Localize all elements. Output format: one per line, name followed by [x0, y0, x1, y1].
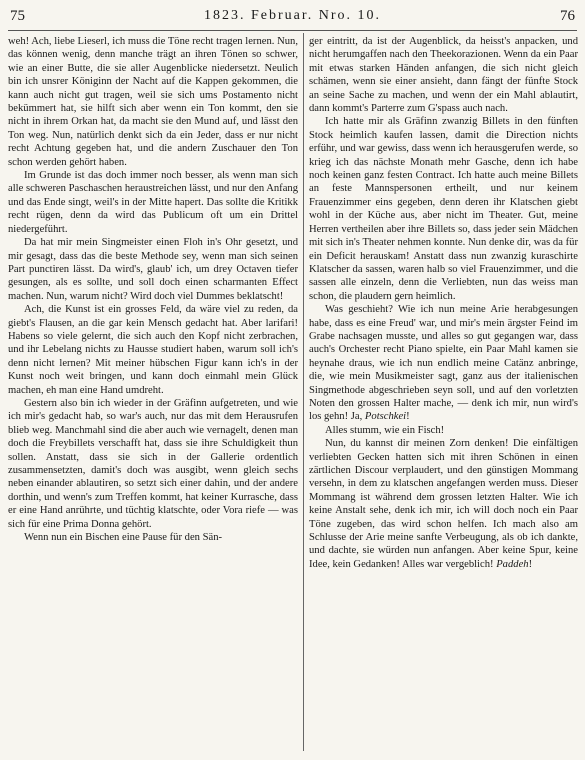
paragraph: Im Grunde ist das doch immer noch besser, als wenn man sich alle schweren Paschaschen heraustreichen lässt, und nur den Anfang und das Ende singt, weil's in der Mitte hapert. Das sollte die Kritikk recht rügen, denn da wird das Publicum oft um ein Drittel niedergeführt. — [8, 170, 298, 235]
paragraph: Ach, die Kunst ist ein grosses Feld, da wäre viel zu reden, da giebt's Flausen, an die gar kein Mensch gedacht hat. Aber larifari! Habens so viele gelernt, die sich auch den Kopf nicht zerbrachen, und ihr Lebelang nichts zu Hausse studiert haben, warum soll ich's denn nicht lernen? Mit meiner hübschen Figur kann ich's in der Kunst noch weit bringen, und kann doch einmahl mein Glück machen, eh man eine Hand umdreht. — [8, 304, 298, 396]
page-header — [8, 6, 577, 28]
page-number-left: 75 — [10, 8, 25, 24]
paragraph-text: Nun, du kannst dir meinen Zorn denken! Die einfältigen verliebten Gecken hatten sich mit ihren Schönen in einen zärtlichen Discour verplaudert, und den günstigen Mommang versehn, in dem zu klatschen angefangen werden muss. Dieser Mommang ist während dem grossen letzten Halter. Wie ich keine Anstalt sehe, denk ich mir, ich will doch noch ein Paar Töne zugeben, das wird schon helfen. Ich mach also am Schlusse der Arie meine sanfte Verbeugung, als ob ich dankte, und dachte, sie würden nun anfangen. Aber keine Spur, keine Idee, kein Gedanken! Alles war vergeblich! — [309, 438, 578, 570]
punctuation: ! — [406, 411, 410, 423]
paragraph — [309, 437, 578, 571]
italic-word: Paddeh — [496, 558, 529, 570]
paragraph: ger eintritt, da ist der Augenblick, da heisst's anpacken, und nicht herumgaffen nach den Theekorazionen. Wenn da ein Paar mit etwas starken Händen anfangen, die sich nicht gleich schämen, wenn sie einer ansieht, dann fängt der fünfte Stock an seine Sache zu machen, und wenn der ein Mahl ablautirt, dann kommt's Parterre zum G'spass auch nach. — [309, 36, 578, 115]
header-rule — [8, 30, 577, 31]
left-column — [8, 35, 298, 754]
paragraph: Alles stumm, wie ein Fisch! — [325, 424, 445, 436]
paragraph: weh! Ach, liebe Lieserl, ich muss die Töne recht tragen lernen. Nun, das können wenig, denn manche trägt an ihren Tönen so schwer, wie an einer Butte, die sie aller Augenblicke niedersetzt. Neulich bin ich unsrer Königinn der Nacht auf die Kappen gekommen, die kann auch nicht gut tragen, weil sie sich ums Postamento nicht bekümmert hat, sie hilft sich aber wenn ein Ton kommt, den sie nicht in ihrem Orkan hat, da macht sie den Mund auf, und lässt den Ton weg. Nun, natürlich denkt sich da ein Jeder, dass er nur nicht recht Achtung gegeben hat, und die andern Zuschauer den Ton schon werden gehört haben. — [8, 36, 298, 168]
right-column — [309, 35, 578, 754]
punctuation: ! — [528, 558, 533, 570]
paragraph: Ich hatte mir als Gräfinn zwanzig Billets in den fünften Stock heimlich kaufen lassen, damit die Direction nichts erführ, und war gewiss, dass wenn ich herausgerufen werde, so krieg ich das nächste Monath mehr Gasche, denn ich habe noch keinen ganz festen Contract. Ich hatte auch meine Billets an feste Mannspersonen ertheilt, und nur keinem Frauenzimmer eins gegeben, denn deren ihr Klatschen giebt wohl in der Küche aus, aber nicht im Theater. Gut, meine Herren vertheilen aber ihre Billets so, dass jeder sein Mädchen mit sich in's Theater nehmen konnte. Nun denke dir, was da für ein Deficit herauskam! Anstatt dass nun zwanzig kuraschirte Klatscher da sassen, waren halb so viel Frauenzimmer, und die sassen alle einzeln, denn die Verliebten, nun das weiss man schon, die plaudern gern heimlich. — [309, 116, 578, 302]
italic-word: Potschkei — [364, 411, 407, 423]
column-divider — [303, 33, 304, 751]
page-number-right: 76 — [560, 8, 575, 24]
paragraph: Da hat mir mein Singmeister einen Floh in's Ohr gesetzt, und mir gesagt, dass das die beste Methode sey, wenn man sich seinen Part punctiren lässt. Da wird's, glaub' ich, um drey Octaven tiefer gesungen, als es sollte, und soll doch einen scharmanten Effect machen. Nun, warum nicht? Wird doch viel Dummes beklatscht! — [8, 237, 298, 302]
paragraph: Gestern also bin ich wieder in der Gräfinn aufgetreten, und wie ich mir's gedacht hab, so war's auch, nur das mit dem Herausrufen blieb weg. Manchmahl sind die aber auch wie vernagelt, denen man doch die Freybillets verschafft hat, dass sie ihre Schuldigkeit thun sollen. Anstatt, dass sie sich in der Gallerie ordentlich zusammensetzten, damit's doch was ausgibt, wenn gleich sechs neben einander ablautiren, so setzt sich einer dahin, und der andere dorthin, und wenn's zum Treffen kommt, hat keiner Kurrasche, dass er eine Hand anrührte, und tüchtig klatschte, oder Vora riefe — was sich für eine Prima Donna gehört. — [8, 397, 298, 530]
paragraph: Wenn nun ein Bischen eine Pause für den Sän- — [24, 532, 223, 544]
paragraph — [309, 303, 578, 424]
paragraph-text: Was geschieht? Wie ich nun meine Arie herabgesungen habe, dass es eine Freud' war, und mir's mein ärgster Feind im Grabe nachsagen musste, und alles so gut gegangen war, dass auch's Orchester recht Piano spielte, ein Paar Mahl kamen sie heynahe draus, wie ich nun endlich meine Catänz anbringe, die, wie mein Musikmeister sagt, ganz aus der italienischen Singmethode abgeschrieben seyn soll, und auf den vorletzten Noten den grossen Halter mache, — denk ich mir, nun wird's los gehn! Ja, — [309, 304, 578, 423]
running-title: 1823. Februar. Nro. 10. — [203, 8, 382, 23]
